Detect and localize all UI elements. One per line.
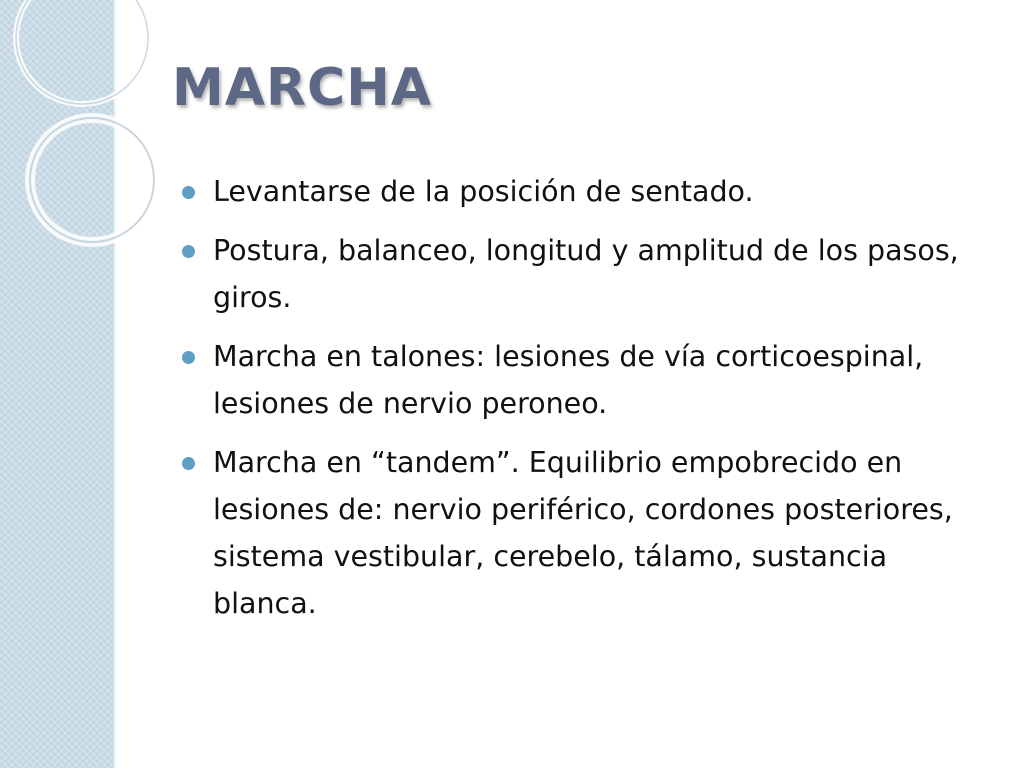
bullet-text: Levantarse de la posición de sentado. (213, 175, 754, 208)
bullet-text: Marcha en “tandem”. Equilibrio empobrecido en lesiones de: nervio periférico, cordones posteriores, sistema vestibular, cerebelo, tálamo, sustancia blanca. (213, 446, 953, 620)
bullet-text: Postura, balanceo, longitud y amplitud de los pasos, giros. (213, 234, 959, 314)
bullet-item (213, 168, 998, 215)
bullet-dot-icon (182, 245, 195, 258)
bullet-item (213, 439, 998, 627)
slide-title: MARCHA (172, 58, 432, 118)
bullet-list (213, 168, 998, 639)
bullet-item (213, 227, 998, 321)
decorative-rings (0, 0, 140, 260)
bullet-item (213, 333, 998, 427)
bullet-dot-icon (182, 186, 195, 199)
bullet-text: Marcha en talones: lesiones de vía corticoespinal, lesiones de nervio peroneo. (213, 340, 924, 420)
bullet-dot-icon (182, 457, 195, 470)
bullet-dot-icon (182, 351, 195, 364)
